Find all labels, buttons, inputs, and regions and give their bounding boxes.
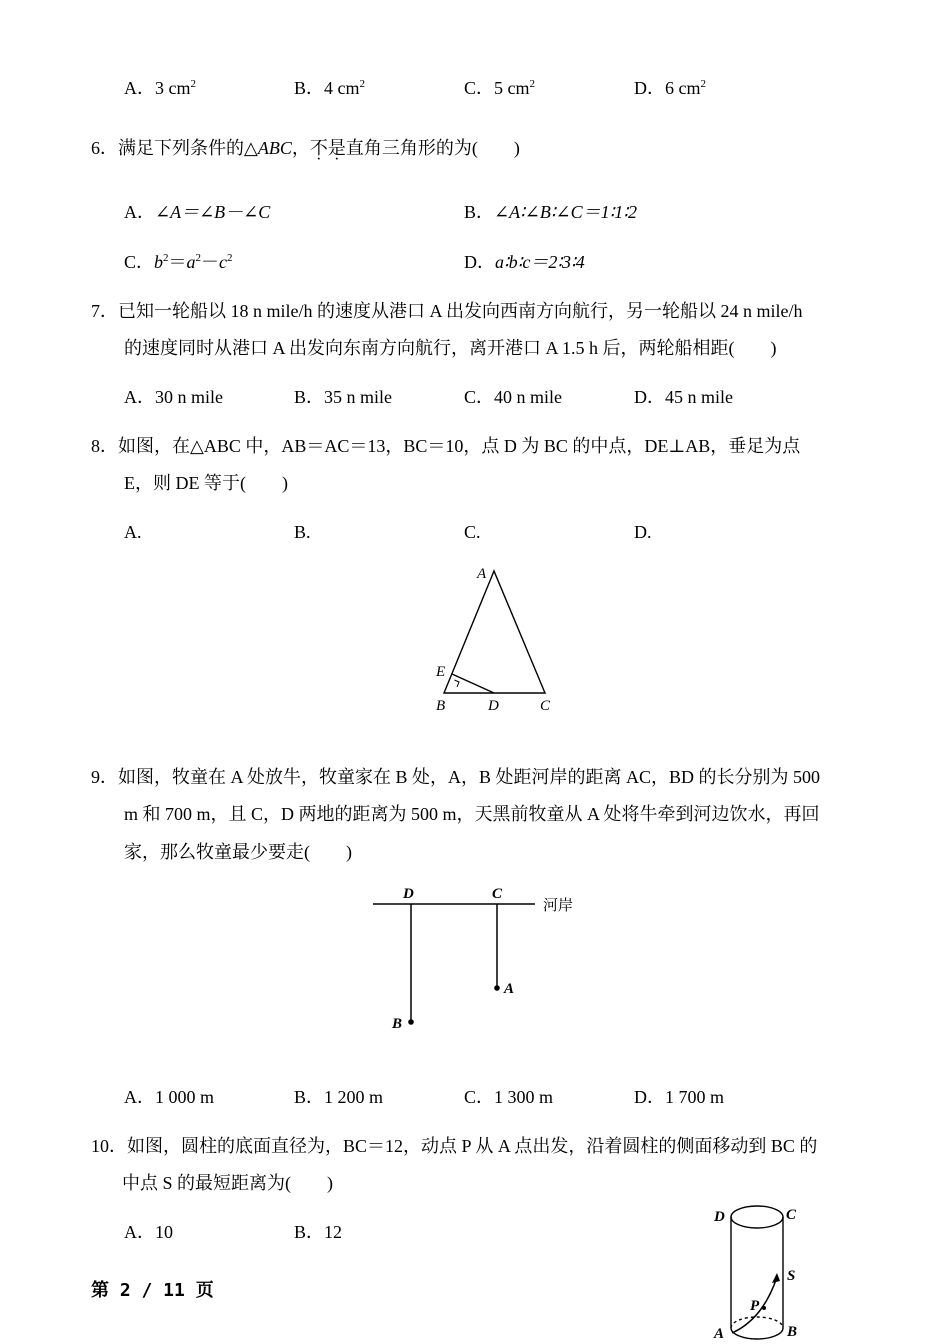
q10-stem-line1: 10．如图，圆柱的底面直径为，BC＝12，动点 P 从 A 点出发，沿着圆柱的侧面移动到 BC 的 (91, 1136, 818, 1156)
q9-stem-line3: 家，那么牧童最少要走( ) (124, 842, 352, 862)
q9-option-a: A．1 000 m (124, 1087, 215, 1107)
q6-option-b: B．∠A∶∠B∶∠C＝1∶1∶2 (464, 202, 637, 222)
q8-triangle-figure (420, 560, 570, 720)
label-c: C (786, 1207, 797, 1223)
q8-option-d: D. (634, 522, 652, 542)
label-a: A (504, 981, 515, 997)
q9-option-c: C．1 300 m (464, 1087, 554, 1107)
q7-stem-line2: 的速度同时从港口 A 出发向东南方向航行，离开港口 A 1.5 h 后，两轮船相距( ) (124, 338, 777, 358)
q5-option-b: B．4 $cm^2$ (294, 78, 366, 98)
label-d: D (488, 698, 499, 714)
label-c: C (540, 698, 551, 714)
page-footer: 第 2 / 11 页 (91, 1280, 214, 1301)
label-d: D (714, 1209, 725, 1225)
cylinder-top (731, 1206, 783, 1228)
triangle-abc (444, 571, 545, 693)
q9-option-b: B．1 200 m (294, 1087, 384, 1107)
q6-option-a: A．∠A＝∠B－∠C (124, 202, 271, 222)
q8-stem-line1: 8．如图，在△ABC 中，AB＝AC＝13，BC＝10，点 D 为 BC 的中点，DE⊥AB，垂足为点 (91, 436, 801, 456)
q7-option-a: A．30 n mile (124, 387, 223, 407)
q9-stem-line1: 9．如图，牧童在 A 处放牛，牧童家在 B 处，A，B 处距河岸的距离 AC，BD 的长分别为 500 (91, 767, 821, 787)
q7-option-c: C．40 n mile (464, 387, 563, 407)
q10-option-b: B．12 (294, 1222, 343, 1242)
point-a (494, 985, 500, 991)
q7-option-d: D．45 n mile (634, 387, 733, 407)
label-s: S (787, 1268, 796, 1284)
label-river-bank: 河岸 (543, 898, 574, 914)
q7-option-b: B．35 n mile (294, 387, 393, 407)
point-p (762, 1306, 766, 1310)
q6-option-d: D．a∶b∶c＝2∶3∶4 (464, 252, 585, 272)
q8-option-c: C. (464, 522, 481, 542)
q9-option-d: D．1 700 m (634, 1087, 725, 1107)
q8-stem-line2: E，则 DE 等于( ) (124, 473, 288, 493)
q10-option-a: A．10 (124, 1222, 173, 1242)
q10-stem-line2: 中点 S 的最短距离为( ) (122, 1173, 333, 1193)
right-angle-mark (455, 680, 460, 687)
q6-option-c: C．$b^2=a^2-c^2$ (124, 252, 233, 272)
label-b: B (392, 1016, 403, 1032)
label-a: A (477, 566, 487, 582)
q5-option-d: D．6 $cm^2$ (634, 78, 706, 98)
label-d: D (403, 886, 414, 902)
label-b: B (436, 698, 446, 714)
q7-stem-line1: 7．已知一轮船以 18 n mile/h 的速度从港口 A 出发向西南方向航行，另一轮船以 24 n mile/h (91, 301, 803, 321)
q8-option-a: A. (124, 522, 142, 542)
label-a: A (714, 1326, 725, 1342)
q5-option-c: C．5 $cm^2$ (464, 78, 536, 98)
q6-stem: 6．满足下列条件的△ABC，不是直角三角形的为( ) (91, 138, 520, 158)
q8-option-b: B. (294, 522, 311, 542)
q9-river-figure (365, 880, 595, 1040)
cylinder-bottom-back (731, 1317, 783, 1328)
point-b (408, 1019, 414, 1025)
label-p: P (750, 1298, 760, 1314)
label-e: E (436, 664, 446, 680)
q10-cylinder-figure (705, 1195, 815, 1344)
q9-stem-line2: m 和 700 m，且 C，D 两地的距离为 500 m，天黑前牧童从 A 处将牛牵到河边饮水，再回 (124, 804, 820, 824)
q5-option-a: A．3 $cm^2$ (124, 78, 196, 98)
arrow-head (772, 1273, 780, 1283)
label-b: B (787, 1324, 798, 1340)
label-c: C (492, 886, 503, 902)
